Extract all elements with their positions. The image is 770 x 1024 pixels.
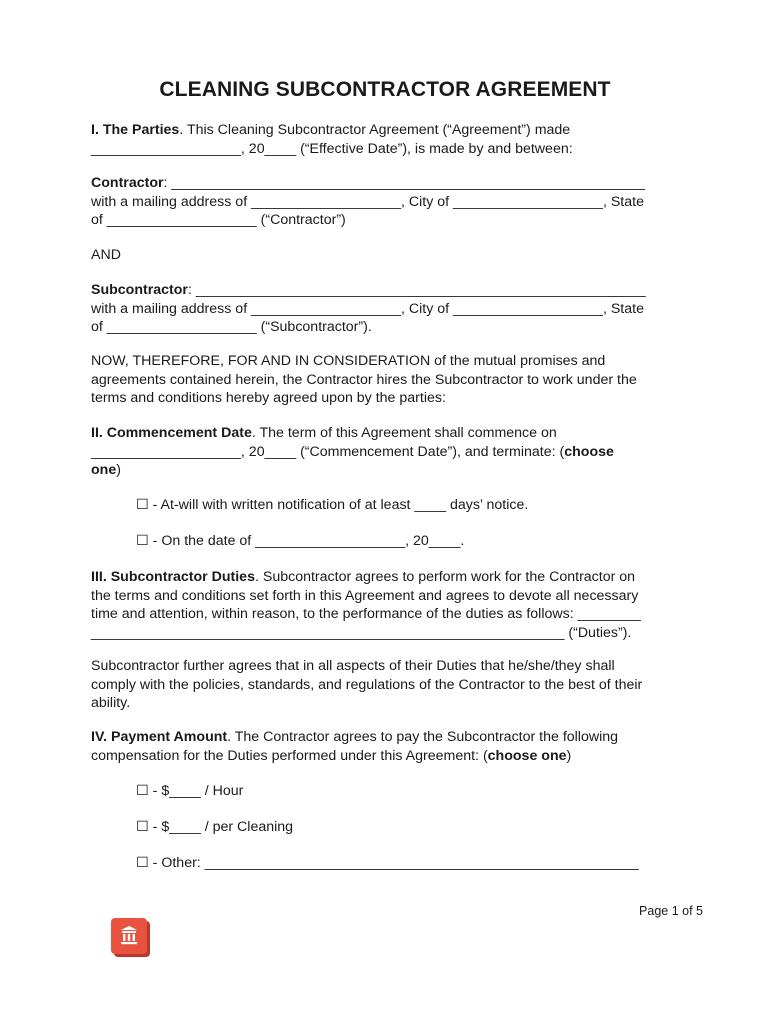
commencement-close: ) bbox=[116, 462, 121, 478]
parties-line2: ___________________, 20____ (“Effective Date”), is made by and between: bbox=[91, 140, 573, 157]
contractor-line2: with a mailing address of ___________________, City of ___________________, State bbox=[91, 193, 644, 210]
contractor-line3: of ___________________ (“Contractor”) bbox=[91, 212, 346, 228]
document-title: CLEANING SUBCONTRACTOR AGREEMENT bbox=[159, 78, 611, 101]
payment-option-per-cleaning[interactable]: ☐ - $____ / per Cleaning bbox=[136, 819, 294, 835]
subcontractor-line1: : _________________________________________________________ bbox=[187, 282, 646, 298]
compliance-line1: Subcontractor further agrees that in all aspects of their Duties that he/she/they shall bbox=[91, 658, 615, 674]
commencement-line2: ___________________, 20____ (“Commencement Date”), and terminate: ( bbox=[91, 443, 565, 460]
courthouse-icon bbox=[120, 925, 138, 945]
payment-option-other[interactable]: ☐ - Other: _______________________________________________________ bbox=[136, 855, 639, 871]
payment-close: ) bbox=[566, 747, 572, 764]
subcontractor-section bbox=[91, 281, 681, 337]
parties-line1: . This Cleaning Subcontractor Agreement (“Agreement”) made bbox=[179, 122, 571, 138]
duties-heading: III. Subcontractor Duties bbox=[91, 569, 255, 585]
duties-line4: ____________________________________________________________ (“Duties”). bbox=[91, 624, 632, 641]
commencement-line1: . The term of this Agreement shall commence on bbox=[251, 425, 557, 441]
payment-line1: . The Contractor agrees to pay the Subcontractor the following bbox=[227, 729, 619, 745]
consideration-line2: agreements contained herein, the Contractor hires the Subcontractor to work under the bbox=[91, 371, 637, 388]
commencement-choose: choose bbox=[564, 443, 614, 460]
page-number: Page 1 of 5 bbox=[639, 904, 703, 918]
duties-line2: the terms and conditions set forth in this Agreement and agrees to devote all necessary bbox=[91, 587, 639, 604]
consideration-paragraph bbox=[91, 352, 681, 408]
brand-logo bbox=[111, 918, 147, 954]
duties-compliance-paragraph bbox=[91, 657, 681, 713]
compliance-line2: comply with the policies, standards, and regulations of the Contractor to the best of their bbox=[91, 676, 643, 693]
duties-line3: time and attention, within reason, to the performance of the duties as follows: ________ bbox=[91, 606, 641, 622]
contractor-label: Contractor bbox=[91, 175, 164, 191]
contractor-section bbox=[91, 174, 681, 230]
payment-heading: IV. Payment Amount bbox=[91, 729, 228, 745]
and-text: AND bbox=[91, 247, 121, 263]
payment-choose-one: choose one bbox=[487, 747, 567, 764]
parties-section bbox=[91, 121, 681, 158]
payment-option-hourly[interactable]: ☐ - $____ / Hour bbox=[136, 783, 244, 799]
commencement-section bbox=[91, 424, 681, 480]
contractor-line1: : ____________________________________________________________ bbox=[163, 175, 645, 191]
duties-line1: . Subcontractor agrees to perform work for the Contractor on bbox=[254, 569, 636, 585]
parties-heading: I. The Parties bbox=[91, 122, 180, 138]
compliance-line3: ability. bbox=[91, 695, 131, 711]
payment-section bbox=[91, 728, 681, 765]
payment-line2: compensation for the Duties performed under this Agreement: ( bbox=[91, 747, 488, 764]
commencement-option-date[interactable]: ☐ - On the date of ___________________, 20____. bbox=[136, 533, 465, 549]
subcontractor-label: Subcontractor bbox=[91, 282, 188, 298]
subcontractor-line2: with a mailing address of ___________________, City of ___________________, State bbox=[91, 300, 644, 317]
commencement-one: one bbox=[91, 462, 117, 478]
commencement-heading: II. Commencement Date bbox=[91, 425, 252, 441]
consideration-line3: terms and conditions hereby agreed upon by the parties: bbox=[91, 390, 446, 406]
duties-section bbox=[91, 568, 681, 642]
consideration-line1: NOW, THEREFORE, FOR AND IN CONSIDERATION of the mutual promises and bbox=[91, 353, 606, 369]
subcontractor-line3: of ___________________ (“Subcontractor”). bbox=[91, 319, 372, 335]
commencement-option-at-will[interactable]: ☐ - At-will with written notification of at least ____ days’ notice. bbox=[136, 497, 529, 513]
